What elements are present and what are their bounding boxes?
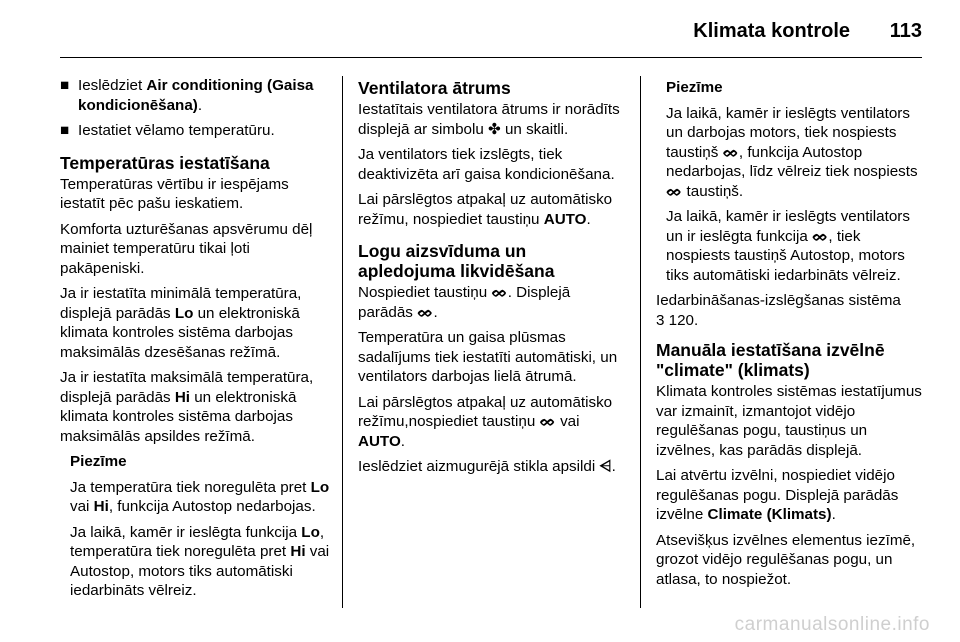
bold-text: Lo — [174, 304, 194, 322]
text: Ja laikā, kamēr ir ieslēgts ventilators un ir ieslēgta funkcija — [666, 208, 910, 245]
text: un elektroniskā klimata kontroles sistēma darbojas maksimālās apsildes režīmā. — [60, 388, 297, 445]
note-title: Piezīme — [70, 453, 127, 470]
paragraph — [70, 523, 330, 601]
bold-text: Hi — [174, 388, 191, 406]
windshield-defrost-icon: ᨖ — [812, 227, 829, 245]
text: , temperatūra tiek noregulēta pret — [70, 523, 325, 560]
bold-text: Lo — [310, 478, 330, 496]
text: Nospiediet taustiņu — [358, 284, 492, 301]
windshield-defrost-icon: ᨖ — [666, 182, 683, 200]
paragraph — [358, 283, 628, 322]
fan-icon: ✤ — [488, 120, 501, 138]
text: Ja ir iestatīta minimālā temperatūra, displejā parādās — [60, 285, 302, 322]
paragraph — [60, 284, 330, 362]
text: vai Autostop, motors tiks automātiski iedarbināts vēlreiz. — [70, 543, 330, 599]
page-number: 113 — [889, 20, 922, 42]
text: Ja laikā, kamēr ir ieslēgts ventilators un darbojas motors, tiek nospiests taustiņš — [666, 104, 910, 161]
paragraph: Ja ventilators tiek izslēgts, tiek deaktivizēta arī gaisa kondicionēšana. — [358, 146, 615, 183]
text: vai — [70, 498, 94, 515]
bold-text: Climate (Klimats) — [707, 506, 832, 523]
bullet-text: Ieslēdziet — [78, 77, 147, 94]
text: taustiņš. — [682, 182, 744, 200]
paragraph: Temperatūra un gaisa plūsmas sadalījums tiek iestatīti automātiski, un ventilators darbojas lielā ātrumā. — [358, 329, 618, 385]
text: Ja temperatūra tiek noregulēta pret — [70, 478, 311, 496]
paragraph: Atsevišķus izvēlnes elementus iezīmē, grozot vidējo regulēšanas pogu, un atlasa, to nospiežot. — [656, 531, 916, 588]
bullet-bold: Air conditioning (Gaisa kondicionēšana) — [78, 77, 314, 114]
column-divider-1 — [342, 76, 343, 608]
text: Lai pārslēgtos atpakaļ uz automātisko režīmu, nospiediet taustiņu — [358, 191, 613, 228]
paragraph: Temperatūras vērtību ir iespējams iestatīt pēc pašu ieskatiem. — [60, 175, 289, 212]
bold-text: AUTO — [543, 210, 587, 228]
page-header — [0, 0, 960, 58]
watermark: carmanualsonline.info — [734, 614, 930, 635]
text: vai — [555, 413, 580, 430]
rear-window-heat-icon: ⩤ — [599, 458, 612, 475]
text: Iedarbināšanas-izslēgšanas sistēma — [656, 292, 901, 309]
heading-defog: Logu aizsvīduma un apledojuma likvidēšana — [358, 241, 555, 281]
bullet-text: Iestatiet vēlamo temperatūru. — [78, 122, 275, 139]
note-box — [656, 78, 926, 285]
bold-text: Hi — [93, 498, 109, 515]
bold-text: Hi — [290, 543, 306, 560]
text: , funkcija Autostop nedarbojas, līdz vēlreiz tiek nospiests — [666, 143, 918, 180]
bullet-punct: . — [197, 96, 203, 114]
text: . — [831, 506, 836, 523]
windshield-defrost-icon: ᨖ — [491, 284, 508, 301]
paragraph — [666, 104, 926, 202]
column-middle — [358, 78, 628, 483]
windshield-defrost-icon: ᨖ — [722, 143, 739, 161]
heading-manual-menu: Manuāla iestatīšana izvēlnē "climate" (klimats) — [656, 340, 885, 380]
text: . — [586, 210, 591, 228]
paragraph — [358, 190, 628, 229]
paragraph — [358, 457, 628, 477]
text: , funkcija Autostop nedarbojas. — [108, 498, 316, 515]
paragraph — [666, 207, 926, 285]
text: Ja laikā, kamēr ir ieslēgta funkcija — [70, 523, 302, 541]
text: . — [400, 432, 405, 450]
text: Iestatītais ventilatora ātrums ir norādīts displejā ar simbolu — [358, 101, 620, 138]
page-title: Klimata kontrole — [693, 20, 850, 42]
note-title: Piezīme — [666, 79, 723, 96]
windshield-defrost-icon: ᨖ — [539, 413, 556, 430]
paragraph — [60, 368, 330, 446]
text: Lai pārslēgtos atpakaļ uz automātisko režīmu,nospiediet taustiņu — [358, 393, 613, 430]
note-box — [60, 452, 330, 601]
heading-temperature: Temperatūras iestatīšana — [60, 152, 270, 173]
bold-text: AUTO — [358, 432, 401, 450]
windshield-defrost-icon: ᨖ — [417, 303, 434, 321]
paragraph — [656, 291, 926, 330]
text: un elektroniskā klimata kontroles sistēma darbojas maksimālās dzesēšanas režīmā. — [60, 304, 300, 361]
header-rule — [60, 57, 922, 58]
bold-text: Lo — [301, 523, 320, 541]
text: Ja ir iestatīta maksimālā temperatūra, displejā parādās — [60, 369, 314, 406]
text: . — [433, 303, 438, 321]
text: Ieslēdziet aizmugurējā stikla apsildi — [358, 458, 600, 475]
text: , tiek nospiests taustiņš Autostop, motors tiks automātiski iedarbināts vēlreiz. — [666, 227, 905, 284]
text: Lai atvērtu izvēlni, nospiediet vidējo regulēšanas pogu. Displejā parādās izvēlne — [656, 467, 899, 523]
paragraph: Komforta uzturēšanas apsvērumu dēļ mainiet temperatūru tikai ļoti pakāpeniski. — [60, 220, 313, 277]
bullet-item-temp — [60, 121, 330, 141]
column-right — [656, 78, 926, 595]
text: . Displejā parādās — [358, 284, 571, 321]
bullet-mark: ■ — [60, 77, 70, 94]
page-reference[interactable]: 3 120. — [656, 311, 699, 329]
paragraph — [70, 478, 330, 517]
column-left — [60, 76, 330, 607]
bullet-mark: ■ — [60, 122, 70, 139]
column-divider-2 — [640, 76, 641, 608]
bullet-item-ac — [60, 76, 330, 115]
text: . — [611, 458, 616, 475]
paragraph: Klimata kontroles sistēmas iestatījumus var izmainīt, izmantojot vidējo regulēšanas pogu, taustiņus un izvēlnes, kas parādās displejā. — [656, 383, 922, 459]
paragraph — [656, 466, 926, 525]
paragraph — [358, 100, 628, 139]
heading-fan-speed: Ventilatora ātrums — [358, 78, 511, 98]
paragraph — [358, 393, 628, 452]
text: un skaitli. — [500, 120, 569, 138]
